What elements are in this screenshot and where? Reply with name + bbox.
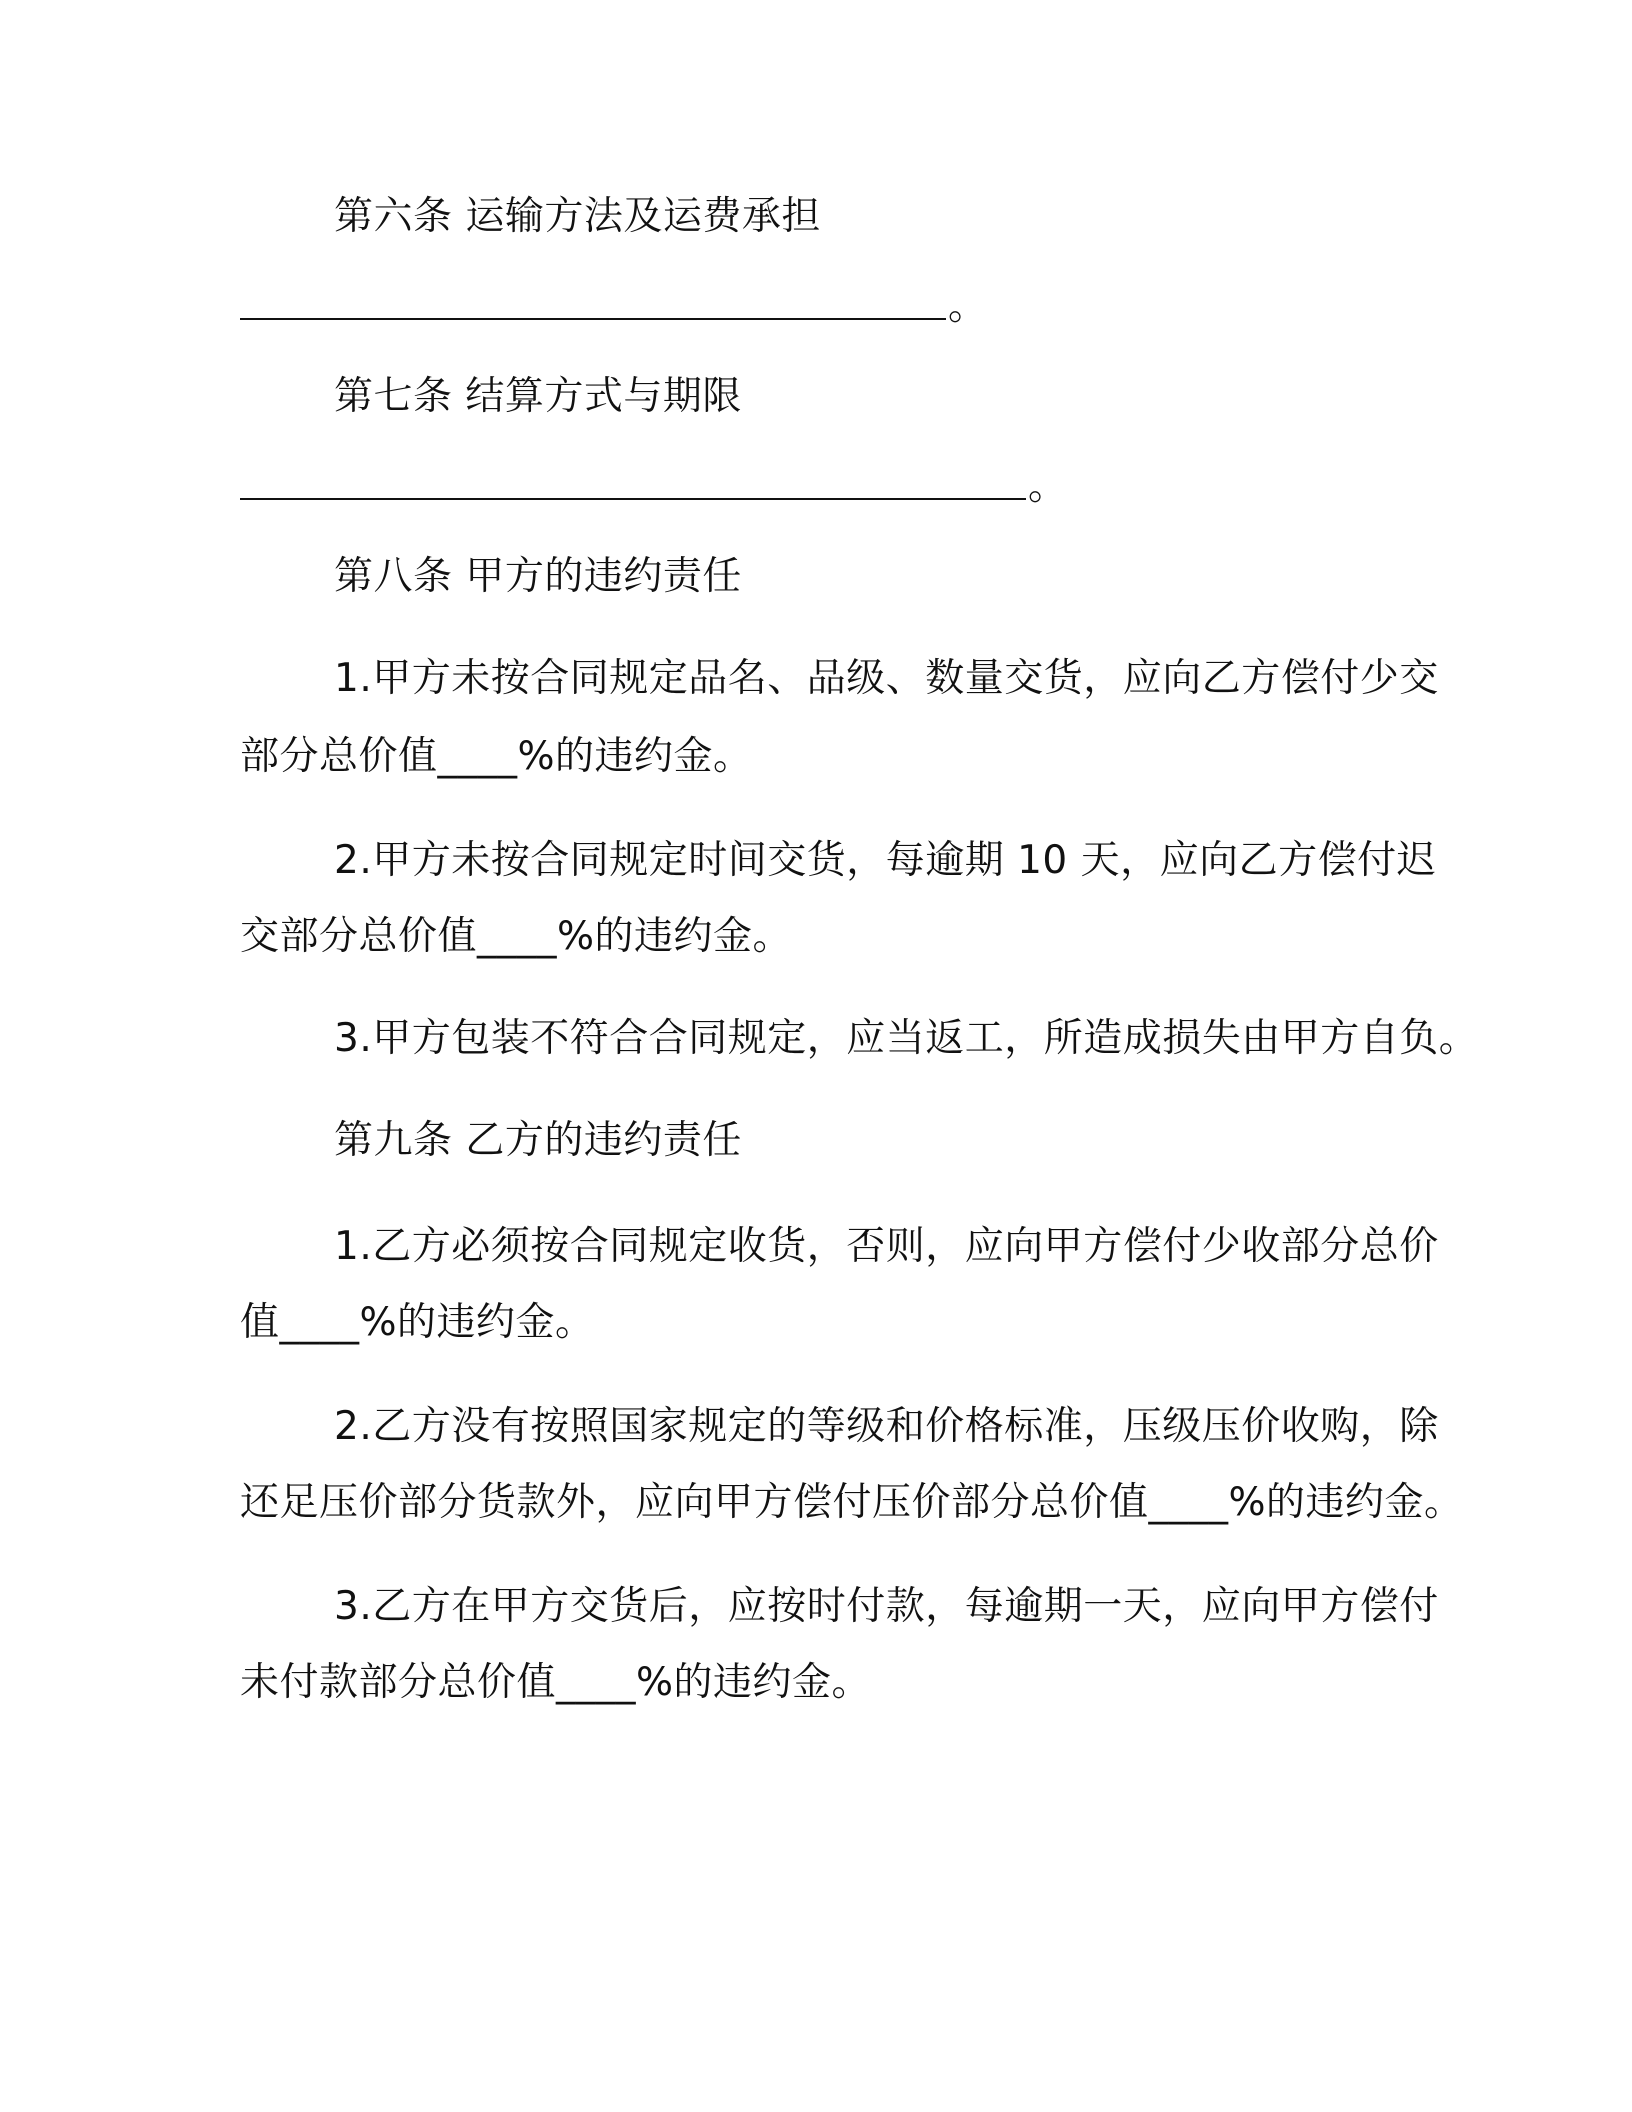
article9-item3-line1: 3.乙方在甲方交货后，应按时付款，每逾期一天，应向甲方偿付	[334, 1584, 1439, 1629]
fill-in-blank-rule	[240, 318, 946, 320]
article8-item3-line1: 3.甲方包装不符合合同规定，应当返工，所造成损失由甲方自负。	[334, 1016, 1479, 1061]
article9-heading: 第九条 乙方的违约责任	[334, 1118, 742, 1163]
fill-in-blank-rule	[240, 498, 1026, 500]
article8-heading: 第八条 甲方的违约责任	[334, 554, 742, 599]
article6-blank-line	[240, 280, 987, 334]
article9-item1-line2: 值____%的违约金。	[240, 1300, 595, 1345]
article7-heading: 第七条 结算方式与期限	[334, 374, 742, 419]
article9-item2-line2: 还足压价部分货款外，应向甲方偿付压价部分总价值____%的违约金。	[240, 1480, 1464, 1525]
article6-blank-end: 。	[948, 284, 988, 329]
article8-item2-line2: 交部分总价值____%的违约金。	[240, 914, 793, 959]
article9-item3-line2: 未付款部分总价值____%的违约金。	[240, 1660, 872, 1705]
article7-blank-line	[240, 460, 1067, 514]
article8-item2-line1: 2.甲方未按合同规定时间交货，每逾期 10 天，应向乙方偿付迟	[334, 838, 1437, 883]
article7-blank-end: 。	[1028, 464, 1068, 509]
article9-item2-line1: 2.乙方没有按照国家规定的等级和价格标准，压级压价收购，除	[334, 1404, 1439, 1449]
article6-heading: 第六条 运输方法及运费承担	[334, 194, 821, 239]
article9-item1-line1: 1.乙方必须按合同规定收货，否则，应向甲方偿付少收部分总价	[334, 1224, 1439, 1269]
article8-item1-line1: 1.甲方未按合同规定品名、品级、数量交货，应向乙方偿付少交	[334, 656, 1439, 701]
article8-item1-line2: 部分总价值____%的违约金。	[240, 734, 753, 779]
